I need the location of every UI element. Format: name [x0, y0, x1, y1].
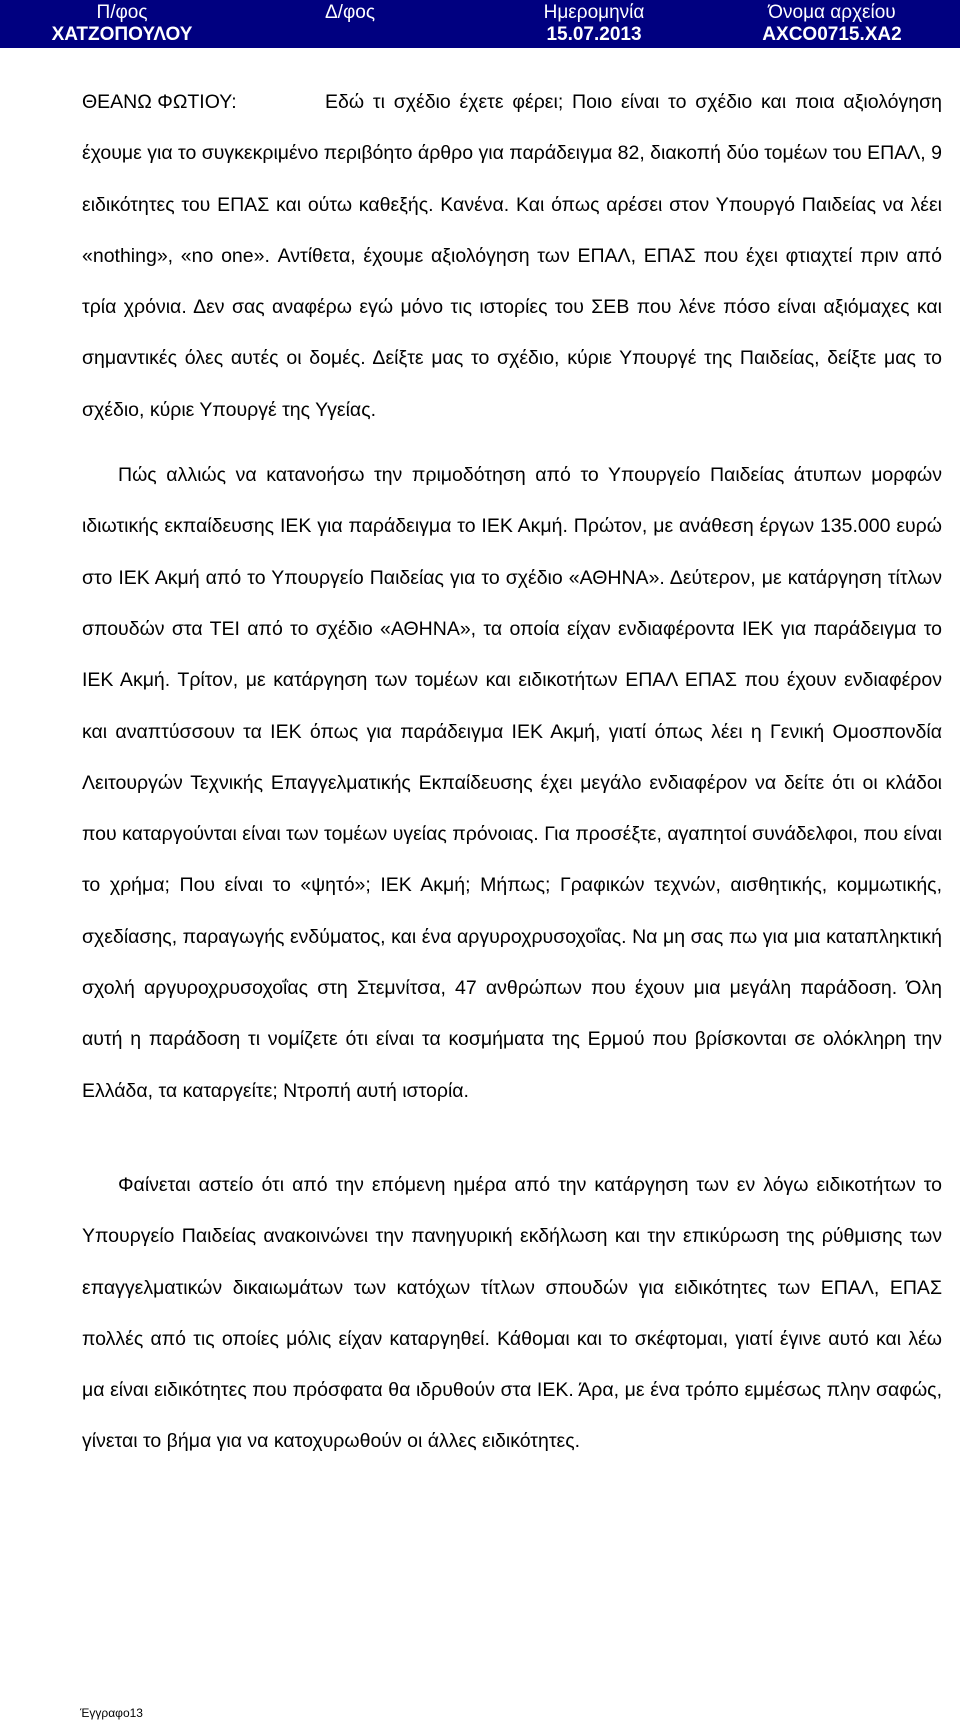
header-value-filename: AXCO0715.XA2 — [762, 24, 902, 45]
paragraph-1-text: Εδώ τι σχέδιο έχετε φέρει; Ποιο είναι το σχέδιο και ποια αξιολόγηση έχουμε για το συγκεκριμένο περιβόητο άρθρο για παράδειγμα 82, διακοπή δύο τομέων του ΕΠΑΛ, 9 ειδικότητες του ΕΠΑΣ και ούτω καθεξής. Κανένα. Και όπως αρέσει στον Υπουργό Παιδείας να λέει «nothing», «no one». Αντίθετα, έχουμε αξιολόγηση των ΕΠΑΛ, ΕΠΑΣ που έχει φτιαχτεί πριν από τρία χρόνια. Δεν σας αναφέρω εγώ μόνο τις ιστορίες του ΣΕΒ που λένε πόσο είναι αξιόμαχες και σημαντικές όλες αυτές οι δομές. Δείξτε μας το σχέδιο, κύριε Υπουργέ της Παιδείας, δείξτε μας το σχέδιο, κύριε Υπουργέ της Υγείας. — [82, 91, 942, 421]
header-label-date: Ημερομηνία — [543, 2, 645, 23]
speaker-name: ΘΕΑΝΩ ΦΩΤΙΟΥ: — [82, 91, 237, 113]
header-value-typist: ΧΑΤΖΟΠΟΥΛΟΥ — [51, 24, 193, 45]
paragraph-2: Πώς αλλιώς να κατανοήσω την πριμοδότηση από το Υπουργείο Παιδείας άτυπων μορφών ιδιωτικής εκπαίδευσης ΙΕΚ για παράδειγμα το ΙΕΚ Ακμή. Πρώτον, με ανάθεση έργων 135.000 ευρώ στο ΙΕΚ Ακμή από το Υπουργείο Παιδείας για το σχέδιο «ΑΘΗΝΑ». Δεύτερον, με κατάργηση τίτλων σπουδών στα ΤΕΙ από το σχέδιο «ΑΘΗΝΑ», τα οποία είχαν ενδιαφέροντα ΙΕΚ για παράδειγμα το ΙΕΚ Ακμή. Τρίτον, με κατάργηση των τομέων και ειδικοτήτων ΕΠΑΛ ΕΠΑΣ που έχουν ενδιαφέρον και αναπτύσσουν τα ΙΕΚ όπως για παράδειγμα ΙΕΚ Ακμή, γιατί όπως λέει η Γενική Ομοσπονδία Λειτουργών Τεχνικής Επαγγελματικής Εκπαίδευσης έχει μεγάλο ενδιαφέρον να δείτε ότι οι κλάδοι που καταργούνται είναι των τομέων υγείας πρόνοιας. Για προσέξτε, αγαπητοί συνάδελφοι, που είναι το χρήμα; Που είναι το «ψητό»; ΙΕΚ Ακμή; Μήπως; Γραφικών τεχνών, αισθητικής, κομμωτικής, σχεδίασης, παραγωγής ενδύματος, και ένα αργυροχρυσοχοΐας. Να μη σας πω για μια καταπληκτική σχολή αργυροχρυσοχοΐας στη Στεμνίτσα, 47 ανθρώπων που έχουν μια μεγάλη παράδοση. Όλη αυτή η παράδοση τι νομίζετε ότι είναι τα κοσμήματα της Ερμού που βρίσκονται σε ολόκληρη την Ελλάδα, τα καταργείτε; Ντροπή αυτή ιστορία. — [82, 464, 942, 1102]
paragraph-1 — [82, 77, 942, 436]
document-header — [0, 0, 960, 48]
paragraph-spacer — [82, 436, 942, 450]
paragraph-spacer — [82, 1117, 942, 1160]
header-labels-row — [0, 2, 960, 25]
header-label-filename: Όνομα αρχείου — [768, 2, 896, 23]
header-values-row — [0, 24, 960, 47]
paragraph-3: Φαίνεται αστείο ότι από την επόμενη ημέρα από την κατάργηση των εν λόγω ειδικοτήτων το Υπουργείο Παιδείας ανακοινώνει την πανηγυρική εκδήλωση και την επικύρωση της ρύθμισης των επαγγελματικών δικαιωμάτων των κατόχων τίτλων σπουδών για ειδικότητες των ΕΠΑΛ, ΕΠΑΣ πολλές από τις οποίες μόλις είχαν καταργηθεί. Κάθομαι και το σκέφτομαι, γιατί έγινε αυτό και λέω μα είναι ειδικότητες που πρόσφατα θα ιδρυθούν στα ΙΕΚ. Άρα, με ένα τρόπο εμμέσως πλην σαφώς, γίνεται το βήμα για να κατοχυρωθούν οι άλλες ειδικότητες. — [82, 1173, 942, 1453]
header-value-date: 15.07.2013 — [546, 24, 642, 45]
footer-document-name: Έγγραφο13 — [80, 1706, 143, 1720]
header-label-proofreader: Δ/φος — [324, 2, 376, 23]
header-label-typist: Π/φος — [96, 2, 148, 23]
transcript-body — [82, 77, 942, 1468]
